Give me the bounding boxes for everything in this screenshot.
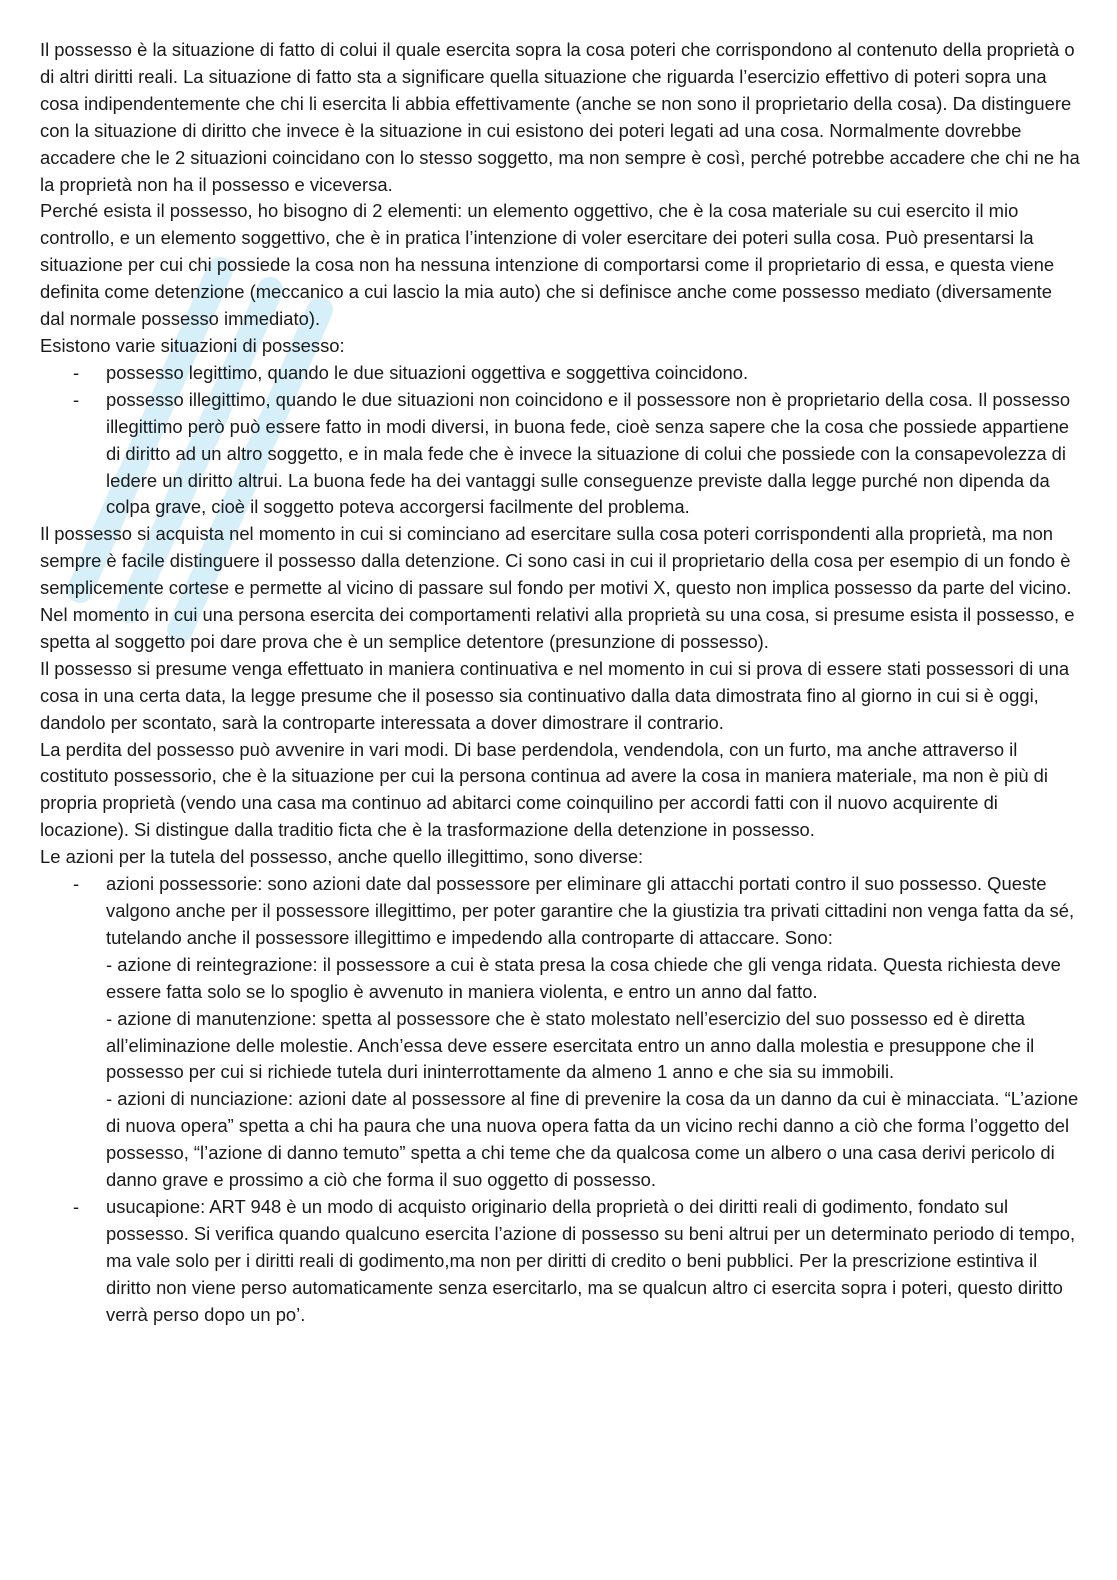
list-item bbox=[40, 871, 1080, 1194]
list-item-text: possesso illegittimo, quando le due situazioni non coincidono e il possessore non è proprietario della cosa. Il possesso illegittimo però può essere fatto in modi diversi, in buona fede, cioè senza sapere che la cosa che possiede appartiene di diritto ad un altro soggetto, e in mala fede che è invece la situazione di colui che possiede con la consapevolezza di ledere un diritto altrui. La buona fede ha dei vantaggi sulle conseguenze previste dalla legge purché non dipenda da colpa grave, cioè il soggetto poteva accorgersi facilmente del problema. bbox=[106, 388, 1071, 518]
list-item-text: possesso legittimo, quando le due situazioni oggettiva e soggettiva coincidono. bbox=[106, 361, 749, 383]
list-item-text: azioni possessorie: sono azioni date dal possessore per eliminare gli attacchi portati contro il suo possesso. Queste valgono anche per il possessore illegittimo, per poter garantire che la giustizia tra privati cittadini non venga fatta da sé, tutelando anche il possessore illegittimo e impedendo alla controparte di attaccare. Sono: bbox=[106, 873, 1075, 948]
paragraph-azioni-intro: Le azioni per la tutela del possesso, anche quello illegittimo, sono diverse: bbox=[40, 846, 644, 868]
paragraph-presunzione-continuita: Il possesso si presume venga effettuato in maniera continuativa e nel momento in cui si prova di essere stati possessori di una cosa in una certa data, la legge presume che il posesso sia continuativo dalla data dimostrata fino al giorno in cui si è oggi, dandolo per scontato, sarà la controparte interessata a dover dimostrare il contrario. bbox=[40, 657, 1070, 733]
paragraph-elementi-possesso: Perché esista il possesso, ho bisogno di 2 elementi: un elemento oggettivo, che è la cosa materiale su cui esercito il mio controllo, e un elemento soggettivo, che è in pratica l’intenzione di voler esercitare dei poteri sulla cosa. Può presentarsi la situazione per cui chi possiede la cosa non ha nessuna intenzione di comportarsi come il proprietario di essa, e questa viene definita come detenzione (meccanico a cui lascio la mia auto) che si definisce anche come possesso mediato (diversamente dal normale possesso immediato). bbox=[40, 200, 1055, 330]
dash-bullet: - bbox=[73, 388, 80, 410]
sub-item-nunciazione: - azioni di nunciazione: azioni date al possessore al fine di prevenire la cosa da un danno da cui è minacciata. “L’azione di nuova opera” spetta a chi ha paura che una nuova opera fatta da un vicino rechi danno a ciò che forma l’oggetto del possesso, “l’azione di danno temuto” spetta a chi teme che da qualcosa come un albero o una casa derivi pericolo di danno grave e prossimo a ciò che forma il suo oggetto di possesso. bbox=[106, 1088, 1079, 1191]
dash-bullet: - bbox=[73, 1195, 80, 1217]
list-azioni-tutela bbox=[40, 871, 1080, 1328]
list-item bbox=[40, 1194, 1080, 1329]
dash-bullet: - bbox=[73, 873, 80, 895]
paragraph-definizione-possesso: Il possesso è la situazione di fatto di colui il quale esercita sopra la cosa poteri che corrispondono al contenuto della proprietà o di altri diritti reali. La situazione di fatto sta a significare quella situazione che riguarda l’esercizio effettivo di poteri sopra una cosa indipendentemente che chi li esercita li abbia effettivamente (anche se non sono il proprietario della cosa). Da distinguere con la situazione di diritto che invece è la situazione in cui esistono dei poteri legati ad una cosa. Normalmente dovrebbe accadere che le 2 situazioni coincidano con lo stesso soggetto, ma non sempre è così, perché potrebbe accadere che chi ne ha la proprietà non ha il possesso e viceversa. bbox=[40, 39, 1080, 195]
list-item bbox=[40, 387, 1080, 522]
list-item bbox=[40, 360, 1080, 387]
list-situazioni-possesso bbox=[40, 360, 1080, 521]
paragraph-acquisto-possesso: Il possesso si acquista nel momento in cui si cominciano ad esercitare sulla cosa poteri corrispondenti alla proprietà, ma non sempre è facile distinguere il possesso dalla detenzione. Ci sono casi in cui il proprietario della cosa per esempio di un fondo è semplicemente cortese e permette al vicino di passare sul fondo per motivi X, questo non implica possesso da parte del vicino. Nel momento in cui una persona esercita dei comportamenti relativi alla proprietà su una cosa, si presume esista il possesso, e spetta al soggetto poi dare prova che è un semplice detentore (presunzione di possesso). bbox=[40, 523, 1075, 652]
paragraph-perdita-possesso: La perdita del possesso può avvenire in vari modi. Di base perdendola, vendendola, con un furto, ma anche attraverso il costituto possessorio, che è la situazione per cui la persona continua ad avere la cosa in maniera materiale, ma non è più di propria proprietà (vendo una casa ma continuo ad abitarci come coinquilino per accordi fatti con il nuovo acquirente di locazione). Si distingue dalla traditio ficta che è la trasformazione della detenzione in possesso. bbox=[40, 738, 1048, 841]
sub-item-reintegrazione: - azione di reintegrazione: il possessore a cui è stata presa la cosa chiede che gli venga ridata. Questa richiesta deve essere fatta solo se lo spoglio è avvenuto in maniera violenta, e entro un anno dal fatto. bbox=[106, 953, 1061, 1002]
sub-item-manutenzione: - azione di manutenzione: spetta al possessore che è stato molestato nell’esercizio del suo possesso ed è diretta all’eliminazione delle molestie. Anch’essa deve essere esercitata entro un anno dalla molestia e presuppone che il possesso per cui si richiede tutela duri ininterrottamente da almeno 1 anno e che sia su immobili. bbox=[106, 1007, 1035, 1083]
list-item-text: usucapione: ART 948 è un modo di acquisto originario della proprietà o dei diritti reali di godimento, fondato sul possesso. Si verifica quando qualcuno esercita l’azione di possesso su beni altrui per un determinato periodo di tempo, ma vale solo per i diritti reali di godimento,ma non per diritti di credito o beni pubblici. Per la prescrizione estintiva il diritto non viene perso automaticamente senza esercitarlo, ma se qualcun altro ci esercita sopra i poteri, questo diritto verrà perso dopo un po’. bbox=[106, 1195, 1076, 1325]
dash-bullet: - bbox=[73, 361, 80, 383]
paragraph-situazioni-intro: Esistono varie situazioni di possesso: bbox=[40, 334, 345, 356]
document-body bbox=[40, 37, 1080, 1329]
